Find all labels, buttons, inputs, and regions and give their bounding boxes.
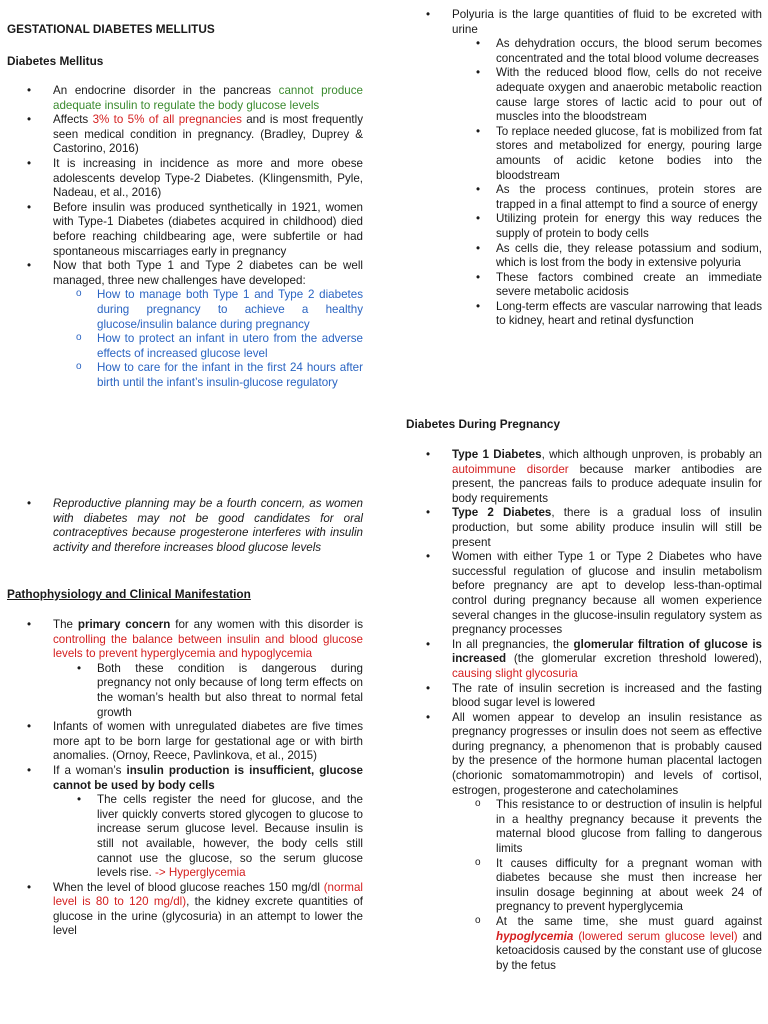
list-item: • Polyuria is the large quantities of fluid to be excreted with urine • As dehydration occurs, the blood serum becomes concentrated and the total blood volume decreases • With the reduced blood flow, cells do not receive adequate oxygen and anaerobic metabolic reaction cause large stores of lactic acid to pour out of muscles into the bloodstream • To replace needed glucose, fat is mobilized from fat stores and metabolized for energy, pouring large amounts of acidic ketone bodies into the bloodstream • As the process continues, protein stores are trapped in a final attempt to find a source of energy • Utilizing protein for energy this way reduces the supply of protein to body cells • As cells die, they release potassium and sodium, which is lost from the body in extensive polyuria • These factors combined create an immediate severe metabolic acidosis • Long-term effects are vascular narrowing that leads to kidney, heart and retinal dysfunction	[406, 8, 762, 329]
list-item: • Type 2 Diabetes, there is a gradual loss of insulin production, but some ability produce insulin will still be present	[406, 506, 762, 550]
list-item: • As dehydration occurs, the blood serum becomes concentrated and the total blood volume decreases	[452, 37, 762, 66]
list-item: • Before insulin was produced synthetically in 1921, women with Type-1 Diabetes (diabetes acquired in childhood) died before reaching childbearing age, were subfertile or had spontaneous miscarriages early in pregnancy	[7, 201, 363, 259]
list-item: • Both these condition is dangerous during pregnancy not only because of long term effects on the woman’s health but also threat to normal fetal growth	[53, 662, 363, 720]
list-item: o It causes difficulty for a pregnant woman with diabetes because she must then increase her insulin dosage beginning at about week 24 of pregnancy to prevent hyperglycemia	[452, 857, 762, 915]
sub-list	[452, 37, 762, 329]
list-item: o How to manage both Type 1 and Type 2 diabetes during pregnancy to achieve a healthy glucose/insulin balance during pregnancy	[53, 288, 363, 332]
list-item: • Affects 3% to 5% of all pregnancies and is most frequently seen medical condition in pregnancy. (Bradley, Duprey & Castorino, 2016)	[7, 113, 363, 157]
list-item: o How to care for the infant in the first 24 hours after birth until the infant’s insulin-glucose regulatory	[53, 361, 363, 390]
heading-pathophysiology: Pathophysiology and Clinical Manifestation	[7, 587, 251, 601]
list-item: • The cells register the need for glucose, and the liver quickly converts stored glycogen to glucose to increase serum glucose level. Because insulin is still not available, however, the body cells still cannot use the glucose, so the serum glucose levels rise. -> Hyperglycemia	[53, 793, 363, 881]
sub-list	[53, 793, 363, 881]
document-title: GESTATIONAL DIABETES MELLITUS	[7, 22, 215, 36]
list-item: • The primary concern for any women with this disorder is controlling the balance between insulin and blood glucose levels to prevent hyperglycemia and hypoglycemia • Both these condition is dangerous during pregnancy not only because of long term effects on the woman’s health but also threat to normal fetal growth	[7, 618, 363, 720]
sub-list	[452, 798, 762, 973]
list-item: • An endocrine disorder in the pancreas cannot produce adequate insulin to regulate the body glucose levels	[7, 84, 363, 113]
list-item: • It is increasing in incidence as more and more obese adolescents develop Type-2 Diabetes. (Klingensmith, Pyle, Nadeau, et al., 2016)	[7, 157, 363, 201]
list-item: o How to protect an infant in utero from the adverse effects of increased glucose level	[53, 332, 363, 361]
list-item: • These factors combined create an immediate severe metabolic acidosis	[452, 271, 762, 300]
list-item: • Utilizing protein for energy this way reduces the supply of protein to body cells	[452, 212, 762, 241]
list-item: • In all pregnancies, the glomerular filtration of glucose is increased (the glomerular excretion threshold lowered), causing slight glycosuria	[406, 638, 762, 682]
list-item: • Now that both Type 1 and Type 2 diabetes can be well managed, three new challenges have developed: o How to manage both Type 1 and Type 2 diabetes during pregnancy to achieve a healthy glucose/insulin balance during pregnancy o How to protect an infant in utero from the adverse effects of increased glucose level o How to care for the infant in the first 24 hours after birth until the infant’s insulin-glucose regulatory	[7, 259, 363, 390]
pregnancy-list	[406, 448, 762, 973]
heading-diabetes-mellitus: Diabetes Mellitus	[7, 54, 104, 68]
list-item: o At the same time, she must guard against hypoglycemia (lowered serum glucose level) and ketoacidosis caused by the constant use of glucose by the fetus	[452, 915, 762, 973]
list-item: • Women with either Type 1 or Type 2 Diabetes who have successful regulation of glucose and insulin metabolism before pregnancy are apt to develop less-than-optimal control during pregnancy because all women experience several changes in the glucose-insulin regulatory system as pregnancy processes	[406, 550, 762, 638]
list-item: • As the process continues, protein stores are trapped in a final attempt to find a source of energy	[452, 183, 762, 212]
diabetes-mellitus-list	[7, 84, 363, 390]
polyuria-list	[406, 8, 762, 329]
reproductive-planning-list	[7, 497, 363, 555]
list-item: • With the reduced blood flow, cells do not receive adequate oxygen and anaerobic metabolic reaction cause large stores of lactic acid to pour out of muscles into the bloodstream	[452, 66, 762, 124]
heading-diabetes-during-pregnancy: Diabetes During Pregnancy	[406, 417, 561, 431]
list-item: o This resistance to or destruction of insulin is helpful in a healthy pregnancy because it prevents the maternal blood glucose from falling to dangerous limits	[452, 798, 762, 856]
sub-list	[53, 662, 363, 720]
list-item: • Long-term effects are vascular narrowing that leads to kidney, heart and retinal dysfunction	[452, 300, 762, 329]
list-item: • All women appear to develop an insulin resistance as pregnancy progresses or insulin does not seem as effective during pregnancy, a phenomenon that is probably caused by the presence of the hormone human placental lactogen (chorionic somatomammotropin) and levels of cortisol, estrogen, progesterone and catecholamines o This resistance to or destruction of insulin is helpful in a healthy pregnancy because it prevents the maternal blood glucose from falling to dangerous limits o It causes difficulty for a pregnant woman with diabetes because she must then increase her insulin dosage beginning at about week 24 of pregnancy to prevent hyperglycemia o At the same time, she must guard against hypoglycemia (lowered serum glucose level) and ketoacidosis caused by the constant use of glucose by the fetus	[406, 711, 762, 974]
list-item: • The rate of insulin secretion is increased and the fasting blood sugar level is lowered	[406, 682, 762, 711]
list-item: • When the level of blood glucose reaches 150 mg/dl (normal level is 80 to 120 mg/dl), the kidney excrete quantities of glucose in the urine (glycosuria) in an attempt to lower the level	[7, 881, 363, 939]
list-item: • As cells die, they release potassium and sodium, which is lost from the body in extensive polyuria	[452, 242, 762, 271]
challenges-list	[53, 288, 363, 390]
pathophysiology-list	[7, 618, 363, 939]
list-item: • To replace needed glucose, fat is mobilized from fat stores and metabolized for energy, pouring large amounts of acidic ketone bodies into the bloodstream	[452, 125, 762, 183]
list-item: • Infants of women with unregulated diabetes are five times more apt to be born large for gestational age or with birth anomalies. (Ornoy, Reece, Pavlinkova, et al., 2015)	[7, 720, 363, 764]
list-item: • Reproductive planning may be a fourth concern, as women with diabetes may not be good candidates for oral contraceptives because progesterone interferes with insulin activity and therefore increases blood glucose levels	[7, 497, 363, 555]
list-item: • If a woman’s insulin production is insufficient, glucose cannot be used by body cells • The cells register the need for glucose, and the liver quickly converts stored glycogen to glucose to increase serum glucose level. Because insulin is still not available, however, the body cells still cannot use the glucose, so the serum glucose levels rise. -> Hyperglycemia	[7, 764, 363, 881]
list-item: • Type 1 Diabetes, which although unproven, is probably an autoimmune disorder because marker antibodies are present, the pancreas fails to produce adequate insulin for body requirements	[406, 448, 762, 506]
